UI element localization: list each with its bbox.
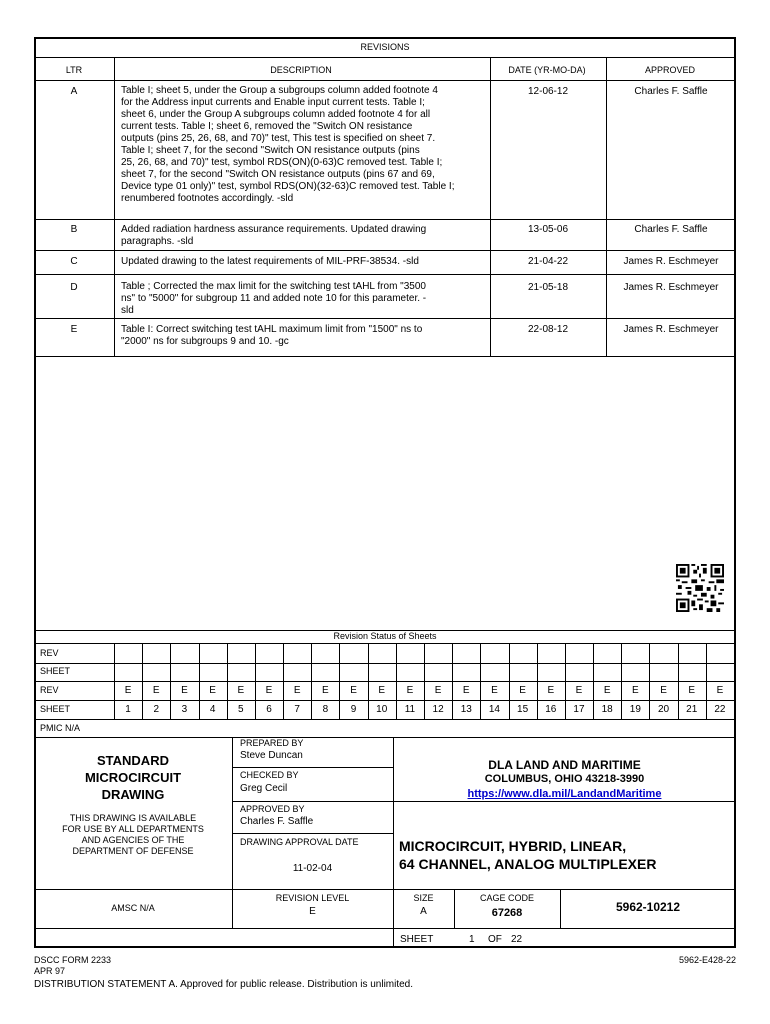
approved-by-name: Charles F. Saffle [240, 816, 314, 827]
status-rev-cell: E [406, 685, 414, 696]
status-rev-cell: E [322, 685, 329, 696]
status-title: Revision Status of Sheets [333, 631, 437, 641]
status-rev-cell: E [293, 685, 301, 696]
header-approved: APPROVED [644, 65, 695, 75]
status-sheet-cell: 12 [432, 704, 444, 715]
cage-code: 67268 [491, 907, 523, 919]
status-sheet-cell: 3 [181, 704, 188, 715]
form-number: DSCC FORM 2233 [34, 955, 112, 965]
status-rev-cell: E [434, 685, 442, 696]
header-description: DESCRIPTION [270, 65, 332, 75]
status-rev-cell: E [237, 685, 245, 696]
revision-level-label: REVISION LEVEL [275, 893, 350, 903]
status-rev-cell: E [124, 685, 132, 696]
status-rev-cell: E [462, 685, 470, 696]
amsc-label: AMSC N/A [111, 903, 155, 913]
status-sheet-cell: 4 [209, 704, 216, 715]
document-code: 5962-E428-22 [678, 955, 736, 965]
status-rev-cell: E [603, 685, 611, 696]
org-url-link[interactable]: https://www.dla.mil/LandandMaritime [467, 788, 662, 800]
status-rev-cell: E [688, 685, 696, 696]
rev-row-approved: James R. Eschmeyer [623, 324, 719, 335]
rev-row-date: 12-06-12 [527, 86, 569, 97]
rev-row-approved: Charles F. Saffle [634, 224, 708, 235]
org-name: DLA LAND AND MARITIME [488, 758, 641, 772]
status-sheet-cell: 1 [125, 704, 131, 715]
status-sheet-cell: 22 [714, 704, 726, 715]
sheet-of-label: OF [488, 934, 502, 945]
status-sheet-cell: 14 [488, 704, 500, 715]
rev-row-date: 21-05-18 [527, 282, 569, 293]
approved-by-label: APPROVED BY [240, 804, 305, 814]
rev-row-ltr: A [70, 86, 78, 97]
org-city: COLUMBUS, OHIO 43218-3990 [484, 773, 645, 785]
checked-by-name: Greg Cecil [240, 783, 288, 794]
status-sheet-cell: 20 [657, 704, 670, 715]
status-sheet-cell: 11 [404, 704, 416, 715]
sheet-number: 1 [469, 934, 475, 945]
cage-code-label: CAGE CODE [479, 893, 534, 903]
status-rev-cell: E [265, 685, 273, 696]
status-sheet-label: SHEET [40, 666, 71, 676]
status-rev-cell: E [209, 685, 216, 696]
status-rev-cell: E [660, 685, 667, 696]
status-sheet-cell: 7 [294, 704, 300, 715]
status-sheet-cell: 10 [376, 704, 388, 715]
rev-row-description: Updated drawing to the latest requirements of MIL-PRF-38534. -sld [121, 256, 419, 267]
status-sheet-label: SHEET [40, 704, 71, 714]
rev-row-approved: Charles F. Saffle [634, 86, 708, 97]
status-rev-cell: E [378, 685, 386, 696]
qr-code-icon [676, 564, 724, 612]
status-rev-label: REV [40, 648, 59, 658]
header-date: DATE (YR-MO-DA) [508, 65, 586, 75]
status-rev-cell: E [491, 685, 498, 696]
status-sheet-cell: 17 [573, 704, 585, 715]
sheet-label: SHEET [400, 934, 434, 945]
size-label: SIZE [413, 893, 434, 903]
rev-row-ltr: D [70, 282, 78, 293]
status-sheet-cell: 9 [350, 704, 357, 715]
status-sheet-cell: 8 [322, 704, 329, 715]
status-rev-cell: E [152, 685, 160, 696]
status-sheet-cell: 21 [686, 704, 698, 715]
rev-row-ltr: C [70, 256, 78, 267]
rev-row-description: Added radiation hardness assurance requirements. Updated drawing paragraphs. -sld [121, 224, 427, 247]
status-rev-cell: E [350, 685, 357, 696]
prepared-by-name: Steve Duncan [240, 750, 303, 761]
status-rev-cell: E [716, 685, 724, 696]
rev-row-date: 22-08-12 [527, 324, 569, 335]
rev-row-approved: James R. Eschmeyer [623, 282, 719, 293]
size-value: A [420, 906, 427, 917]
status-rev-cell: E [632, 685, 639, 696]
availability-note: THIS DRAWING IS AVAILABLE FOR USE BY ALL DEPARTMENTS AND AGENCIES OF THE DEPARTMENT OF DEFENSE [62, 813, 204, 856]
rev-row-ltr: B [70, 224, 78, 235]
checked-by-label: CHECKED BY [240, 770, 299, 780]
status-sheet-cell: 16 [545, 704, 557, 715]
drawing-title-line-2: 64 CHANNEL, ANALOG MULTIPLEXER [399, 856, 657, 872]
distribution-statement: DISTRIBUTION STATEMENT A. Approved for public release. Distribution is unlimited. [34, 979, 414, 990]
drawing-number: 5962-10212 [615, 900, 681, 914]
rev-row-description: Table I: Correct switching test tAHL maximum limit from "1500" ns to "2000" ns for subgroups 9 and 10. -gc [121, 324, 423, 347]
status-rev-cell: E [519, 685, 526, 696]
rev-row-description: Table ; Corrected the max limit for the switching test tAHL from "3500 ns" to "5000" for subgroup 11 and added note 10 for this parameter. - sld [121, 281, 427, 316]
drawing-title-line-1: MICROCIRCUIT, HYBRID, LINEAR, [399, 838, 627, 854]
form-date: APR 97 [34, 966, 66, 976]
status-sheet-cell: 2 [153, 704, 160, 715]
status-rev-cell: E [547, 685, 555, 696]
rev-row-date: 21-04-22 [527, 256, 569, 267]
status-sheet-cell: 13 [460, 704, 472, 715]
rev-row-approved: James R. Eschmeyer [623, 256, 719, 267]
standard-title: STANDARD MICROCIRCUIT DRAWING [84, 753, 182, 802]
status-sheet-cell: 15 [517, 704, 529, 715]
revision-level: E [309, 906, 316, 917]
revisions-title: REVISIONS [360, 42, 410, 52]
status-sheet-cell: 6 [266, 704, 272, 715]
status-sheet-cell: 19 [629, 704, 641, 715]
rev-row-description: Table I; sheet 5, under the Group a subgroups column added footnote 4 for the Address input currents and Enable input current tests. Table I; sheet 6, under the Group A subgroups column added footnote 4 for all current tests. Table I; sheet 6, removed the "Switch ON resistance outputs (pins 25, 26, 68, and 70)" test, This test is specified on sheet 7. Table I; sheet 7, for the second "Switch ON resistance outputs (pins 25, 26, 68, and 70)" test, symbol RDS(ON)(0-63)C removed test. Table I; sheet 7, for the second "Switch ON resistance outputs (pins 67 and 69, Device type 01 only)" test, symbol RDS(ON)(32-63)C removed test. Table I; renumbered footnotes accordingly. -sld [121, 85, 455, 204]
approval-date: 11-02-04 [292, 863, 333, 874]
status-sheet-cell: 5 [238, 704, 244, 715]
prepared-by-label: PREPARED BY [240, 738, 304, 748]
status-sheet-cell: 18 [601, 704, 613, 715]
pmic-label: PMIC N/A [40, 723, 81, 733]
status-rev-label: REV [40, 685, 59, 695]
rev-row-ltr: E [70, 324, 78, 335]
sheet-total: 22 [511, 934, 523, 945]
approval-date-label: DRAWING APPROVAL DATE [240, 837, 359, 847]
status-rev-cell: E [181, 685, 188, 696]
header-ltr: LTR [65, 65, 83, 75]
rev-row-date: 13-05-06 [527, 224, 569, 235]
status-rev-cell: E [575, 685, 583, 696]
